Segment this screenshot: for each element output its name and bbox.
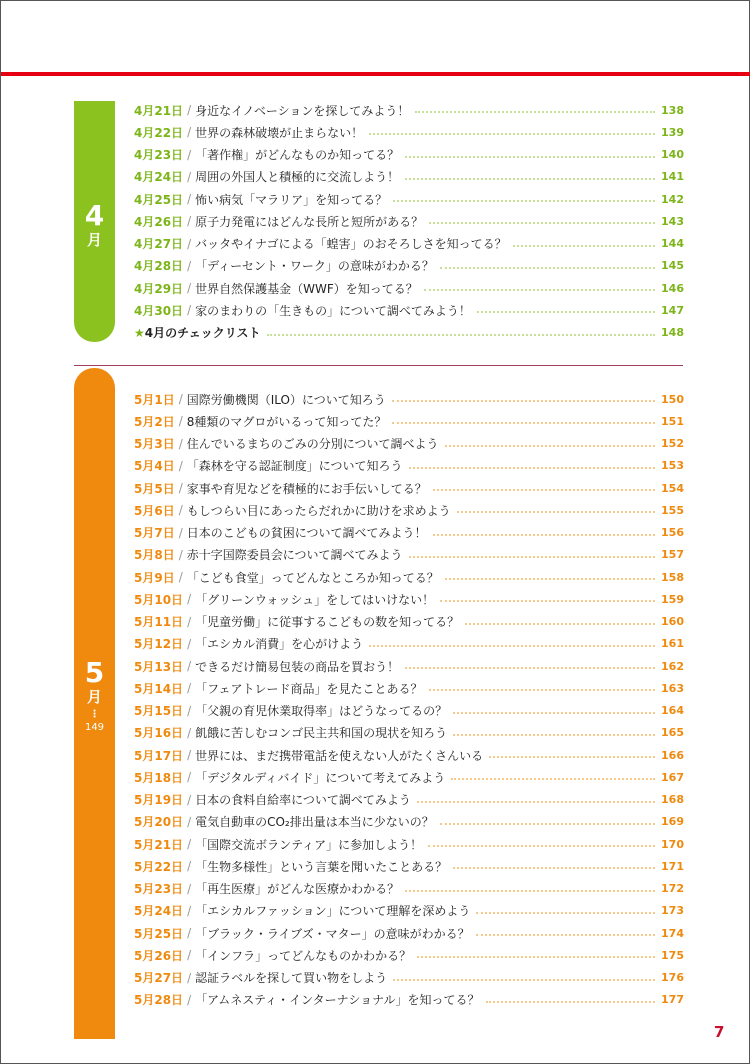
separator: / — [187, 258, 192, 273]
toc-entry[interactable] — [134, 388, 684, 410]
entry-date: 5月3日 — [134, 437, 175, 452]
entry-page: 159 — [661, 592, 684, 606]
entry-title: 「著作権」がどんなものか知ってる？ — [195, 148, 400, 163]
toc-entry[interactable] — [134, 322, 684, 344]
entry-page: 175 — [661, 948, 684, 962]
entry-page: 144 — [661, 237, 684, 251]
entry-page: 155 — [661, 503, 684, 517]
april-tab-month: 月 — [86, 231, 102, 249]
dot-leader — [476, 934, 655, 936]
entry-date: 4月29日 — [134, 281, 184, 296]
entry-title: 電気自動車のCO₂排出量は本当に少ないの？ — [195, 815, 434, 830]
entry-page: 143 — [661, 214, 684, 228]
entry-date: 4月24日 — [134, 170, 184, 185]
entry-page: 161 — [661, 637, 684, 651]
toc-entry[interactable] — [134, 455, 684, 477]
entry-date: 5月14日 — [134, 681, 184, 696]
toc-entry[interactable] — [134, 655, 684, 677]
entry-page: 140 — [661, 148, 684, 162]
toc-entry[interactable] — [134, 121, 684, 143]
dot-leader — [445, 445, 656, 447]
entry-page: 153 — [661, 459, 684, 473]
entry-date: 5月21日 — [134, 837, 184, 852]
entry-title: 「アムネスティ・インターナショナル」を知ってる？ — [195, 993, 480, 1008]
entry-page: 138 — [661, 103, 684, 117]
entry-title: 身近なイノベーションを探してみよう！ — [195, 103, 410, 118]
entry-page: 151 — [661, 414, 684, 428]
entry-date: 5月6日 — [134, 503, 175, 518]
dot-leader — [433, 489, 655, 491]
separator: / — [178, 570, 183, 585]
dot-leader — [433, 534, 656, 536]
separator: / — [187, 903, 192, 918]
entry-page: 169 — [661, 815, 684, 829]
entry-date: 5月13日 — [134, 659, 184, 674]
entry-title: 赤十字国際委員会について調べてみよう — [186, 548, 403, 563]
toc-entry[interactable] — [134, 878, 684, 900]
dot-leader — [440, 600, 655, 602]
toc-entry[interactable] — [134, 611, 684, 633]
entry-date: 5月19日 — [134, 793, 184, 808]
entry-title: 「インフラ」ってどんなものかわかる？ — [195, 948, 412, 963]
may-month-tab — [74, 368, 115, 1039]
separator: / — [187, 636, 192, 651]
separator: / — [187, 703, 192, 718]
toc-entry[interactable] — [134, 188, 684, 210]
toc-entry[interactable] — [134, 166, 684, 188]
separator: / — [187, 125, 192, 140]
separator: / — [178, 547, 183, 562]
entry-date: 4月21日 — [134, 103, 184, 118]
entry-title: 国際労働機関（ILO）について知ろう — [186, 392, 386, 407]
dot-leader — [453, 867, 655, 869]
entry-date: 5月11日 — [134, 615, 184, 630]
dot-leader — [405, 667, 655, 669]
toc-entry[interactable] — [134, 255, 684, 277]
entry-title: 「エシカルファッション」について理解を深めよう — [195, 904, 471, 919]
entry-date: 5月23日 — [134, 882, 184, 897]
toc-entry[interactable] — [134, 499, 684, 521]
separator: / — [187, 281, 192, 296]
entry-page: 156 — [661, 526, 684, 540]
dot-leader — [409, 556, 656, 558]
toc-entry[interactable] — [134, 989, 684, 1011]
entry-title: 家事や育児などを積極的にお手伝いしてる？ — [186, 481, 427, 496]
dot-leader — [405, 178, 655, 180]
separator: / — [187, 814, 192, 829]
entry-date: 5月25日 — [134, 926, 184, 941]
entry-title: 日本の食料自給率について調べてみよう — [195, 793, 411, 808]
april-month-tab — [74, 101, 115, 342]
dot-leader — [405, 890, 655, 892]
dot-leader — [453, 734, 655, 736]
entry-date: 5月1日 — [134, 392, 175, 407]
entry-title: 「再生医療」がどんな医療かわかる？ — [195, 882, 400, 897]
entry-date: 5月9日 — [134, 570, 175, 585]
entry-page: 172 — [661, 882, 684, 896]
entry-date: 4月28日 — [134, 259, 184, 274]
toc-entry[interactable] — [134, 277, 684, 299]
separator: / — [187, 103, 192, 118]
entry-date: 5月12日 — [134, 637, 184, 652]
entry-title: 周囲の外国人と積極的に交流しよう！ — [195, 170, 400, 185]
toc-entry[interactable] — [134, 811, 684, 833]
dot-leader — [392, 400, 655, 402]
toc-entry[interactable] — [134, 922, 684, 944]
separator: / — [187, 236, 192, 251]
dot-leader — [513, 245, 655, 247]
entry-title: 「父親の育児休業取得率」はどうなってるの？ — [195, 704, 448, 719]
separator: / — [187, 881, 192, 896]
separator: / — [187, 192, 192, 207]
toc-entry[interactable] — [134, 700, 684, 722]
separator: / — [187, 614, 192, 629]
dot-leader — [465, 623, 655, 625]
dot-leader — [489, 756, 655, 758]
separator: / — [187, 926, 192, 941]
entry-page: 171 — [661, 859, 684, 873]
dot-leader — [445, 578, 655, 580]
separator: / — [187, 725, 192, 740]
entry-title: 「こども食堂」ってどんなところか知ってる？ — [186, 570, 439, 585]
toc-entry[interactable] — [134, 944, 684, 966]
dot-leader — [477, 311, 655, 313]
toc-entry[interactable] — [134, 789, 684, 811]
entry-title: 「デジタルディバイド」について考えてみよう — [195, 770, 446, 785]
entry-date: 5月7日 — [134, 526, 175, 541]
entry-date: 5月22日 — [134, 859, 184, 874]
entry-page: 147 — [661, 303, 684, 317]
separator: / — [187, 992, 192, 1007]
entry-title: 「児童労働」に従事するこどもの数を知ってる？ — [195, 615, 460, 630]
dot-leader — [393, 979, 655, 981]
entry-page: 166 — [661, 748, 684, 762]
entry-date: 5月27日 — [134, 971, 184, 986]
entry-title: 怖い病気「マラリア」を知ってる？ — [195, 192, 388, 207]
entry-date: 5月28日 — [134, 993, 184, 1008]
entry-title: 4月のチェックリスト — [144, 326, 261, 341]
separator: / — [187, 681, 192, 696]
may-tab-page: 149 — [84, 722, 105, 733]
toc-entry[interactable] — [134, 744, 684, 766]
separator: / — [178, 525, 183, 540]
entry-title: 「ブラック・ライブズ・マター」の意味がわかる？ — [195, 926, 470, 941]
dot-leader — [453, 712, 655, 714]
toc-entry[interactable] — [134, 544, 684, 566]
entry-date: 5月24日 — [134, 904, 184, 919]
entry-page: 157 — [661, 548, 684, 562]
entry-date: 4月27日 — [134, 237, 184, 252]
entry-page: 139 — [661, 125, 684, 139]
separator: / — [187, 214, 192, 229]
dot-leader — [417, 956, 655, 958]
separator: / — [187, 748, 192, 763]
entry-page: 146 — [661, 281, 684, 295]
entry-title: 日本のこどもの貧困について調べてみよう！ — [186, 526, 427, 541]
separator: / — [187, 592, 192, 607]
header-rule — [1, 72, 750, 76]
entry-title: 「生物多様性」という言葉を聞いたことある？ — [195, 859, 448, 874]
dot-leader — [429, 689, 656, 691]
toc-entry[interactable] — [134, 299, 684, 321]
entry-page: 150 — [661, 392, 684, 406]
toc-entry[interactable] — [134, 210, 684, 232]
entry-page: 174 — [661, 926, 684, 940]
dot-leader — [429, 222, 655, 224]
separator: / — [178, 503, 183, 518]
dot-leader — [424, 289, 655, 291]
entry-page: 163 — [661, 681, 684, 695]
star-icon: ★ — [134, 325, 145, 340]
entry-title: 世界の森林破壊が止まらない！ — [195, 125, 364, 140]
entry-date: 5月5日 — [134, 481, 175, 496]
entry-title: できるだけ簡易包装の商品を買おう！ — [195, 659, 400, 674]
separator: / — [187, 303, 192, 318]
entry-title: 「エシカル消費」を心がけよう — [195, 637, 364, 652]
toc-entry[interactable] — [134, 677, 684, 699]
entry-title: 住んでいるまちのごみの分別について調べよう — [186, 437, 439, 452]
entry-page: 170 — [661, 837, 684, 851]
entry-date: 5月8日 — [134, 548, 175, 563]
entry-title: もしつらい目にあったらだれかに助けを求めよう — [186, 503, 451, 518]
entry-date: 5月20日 — [134, 815, 184, 830]
separator: / — [187, 837, 192, 852]
entry-page: 168 — [661, 793, 684, 807]
entry-date: 5月10日 — [134, 592, 184, 607]
dot-leader — [457, 511, 655, 513]
entry-date: 5月2日 — [134, 414, 175, 429]
dot-leader — [440, 267, 655, 269]
april-tab-number: 4 — [84, 199, 105, 232]
dot-leader — [369, 645, 655, 647]
entry-date: 4月26日 — [134, 214, 184, 229]
may-tab-month: 月 — [86, 688, 102, 706]
entry-date: 4月25日 — [134, 192, 184, 207]
entry-page: 177 — [661, 993, 684, 1007]
separator: / — [187, 948, 192, 963]
april-toc-list — [134, 99, 684, 344]
may-toc-list — [134, 388, 684, 1011]
separator: / — [187, 970, 192, 985]
toc-entry[interactable] — [134, 99, 684, 121]
entry-title: 「グリーンウォッシュ」をしてはいけない！ — [195, 592, 435, 607]
entry-title: 「森林を守る認証制度」について知ろう — [186, 459, 403, 474]
entry-date: 5月16日 — [134, 726, 184, 741]
entry-title: 「国際交流ボランティア」に参加しよう！ — [195, 837, 423, 852]
toc-entry[interactable] — [134, 967, 684, 989]
dot-leader — [440, 823, 655, 825]
toc-entry[interactable] — [134, 433, 684, 455]
entry-date: 4月22日 — [134, 125, 184, 140]
entry-page: 167 — [661, 770, 684, 784]
dot-leader — [409, 467, 656, 469]
entry-page: 145 — [661, 259, 684, 273]
entry-page: 152 — [661, 437, 684, 451]
toc-entry[interactable] — [134, 588, 684, 610]
entry-title: 「フェアトレード商品」を見たことある？ — [195, 681, 423, 696]
separator: / — [187, 659, 192, 674]
toc-entry[interactable] — [134, 633, 684, 655]
separator: / — [178, 481, 183, 496]
entry-page: 148 — [661, 326, 684, 340]
dot-leader — [405, 156, 655, 158]
entry-page: 160 — [661, 615, 684, 629]
entry-title: 原子力発電にはどんな長所と短所がある？ — [195, 214, 424, 229]
entry-title: 世界自然保護基金（WWF）を知ってる？ — [195, 281, 418, 296]
toc-entry[interactable] — [134, 722, 684, 744]
separator: / — [187, 169, 192, 184]
entry-title: バッタやイナゴによる「蝗害」のおそろしさを知ってる？ — [195, 237, 507, 252]
entry-date: 5月17日 — [134, 748, 184, 763]
separator: / — [187, 859, 192, 874]
entry-title: 世界には、まだ携帯電話を使えない人がたくさんいる — [195, 748, 484, 763]
entry-date: 4月23日 — [134, 148, 184, 163]
dot-leader — [267, 334, 656, 336]
entry-page: 164 — [661, 704, 684, 718]
entry-page: 176 — [661, 971, 684, 985]
toc-entry[interactable] — [134, 855, 684, 877]
separator: / — [187, 147, 192, 162]
entry-page: 158 — [661, 570, 684, 584]
entry-title: 家のまわりの「生きもの」について調べてみよう！ — [195, 303, 471, 318]
dot-leader — [393, 200, 655, 202]
dot-leader — [476, 912, 655, 914]
may-tab-dots: ⋮ — [89, 709, 100, 720]
entry-date: 5月26日 — [134, 948, 184, 963]
entry-date: 5月15日 — [134, 704, 184, 719]
separator: / — [178, 458, 183, 473]
toc-entry[interactable] — [134, 233, 684, 255]
entry-title: 8種類のマグロがいるって知ってた？ — [186, 414, 387, 429]
entry-page: 154 — [661, 481, 684, 495]
toc-entry[interactable] — [134, 410, 684, 432]
toc-entry[interactable] — [134, 522, 684, 544]
dot-leader — [417, 801, 655, 803]
toc-entry[interactable] — [134, 900, 684, 922]
entry-title: 飢餓に苦しむコンゴ民主共和国の現状を知ろう — [195, 726, 448, 741]
dot-leader — [392, 422, 655, 424]
dot-leader — [428, 845, 655, 847]
toc-entry[interactable] — [134, 833, 684, 855]
separator: / — [178, 414, 183, 429]
separator: / — [178, 436, 183, 451]
page-number: 7 — [714, 1023, 725, 1041]
entry-page: 141 — [661, 170, 684, 184]
entry-page: 162 — [661, 659, 684, 673]
entry-date: 5月4日 — [134, 459, 175, 474]
toc-entry[interactable] — [134, 566, 684, 588]
entry-date: 4月30日 — [134, 303, 184, 318]
separator: / — [178, 392, 183, 407]
entry-page: 173 — [661, 904, 684, 918]
entry-title: 認証ラベルを探して買い物をしよう — [195, 971, 388, 986]
toc-entry[interactable] — [134, 766, 684, 788]
section-divider — [74, 365, 683, 366]
dot-leader — [451, 778, 655, 780]
entry-page: 165 — [661, 726, 684, 740]
toc-entry[interactable] — [134, 477, 684, 499]
dot-leader — [369, 133, 655, 135]
separator: / — [187, 792, 192, 807]
dot-leader — [415, 111, 655, 113]
separator: / — [187, 770, 192, 785]
entry-title: 「ディーセント・ワーク」の意味がわかる？ — [195, 259, 434, 274]
entry-page: 142 — [661, 192, 684, 206]
dot-leader — [486, 1001, 656, 1003]
toc-entry[interactable] — [134, 144, 684, 166]
may-tab-number: 5 — [84, 656, 105, 689]
entry-date: 5月18日 — [134, 770, 184, 785]
